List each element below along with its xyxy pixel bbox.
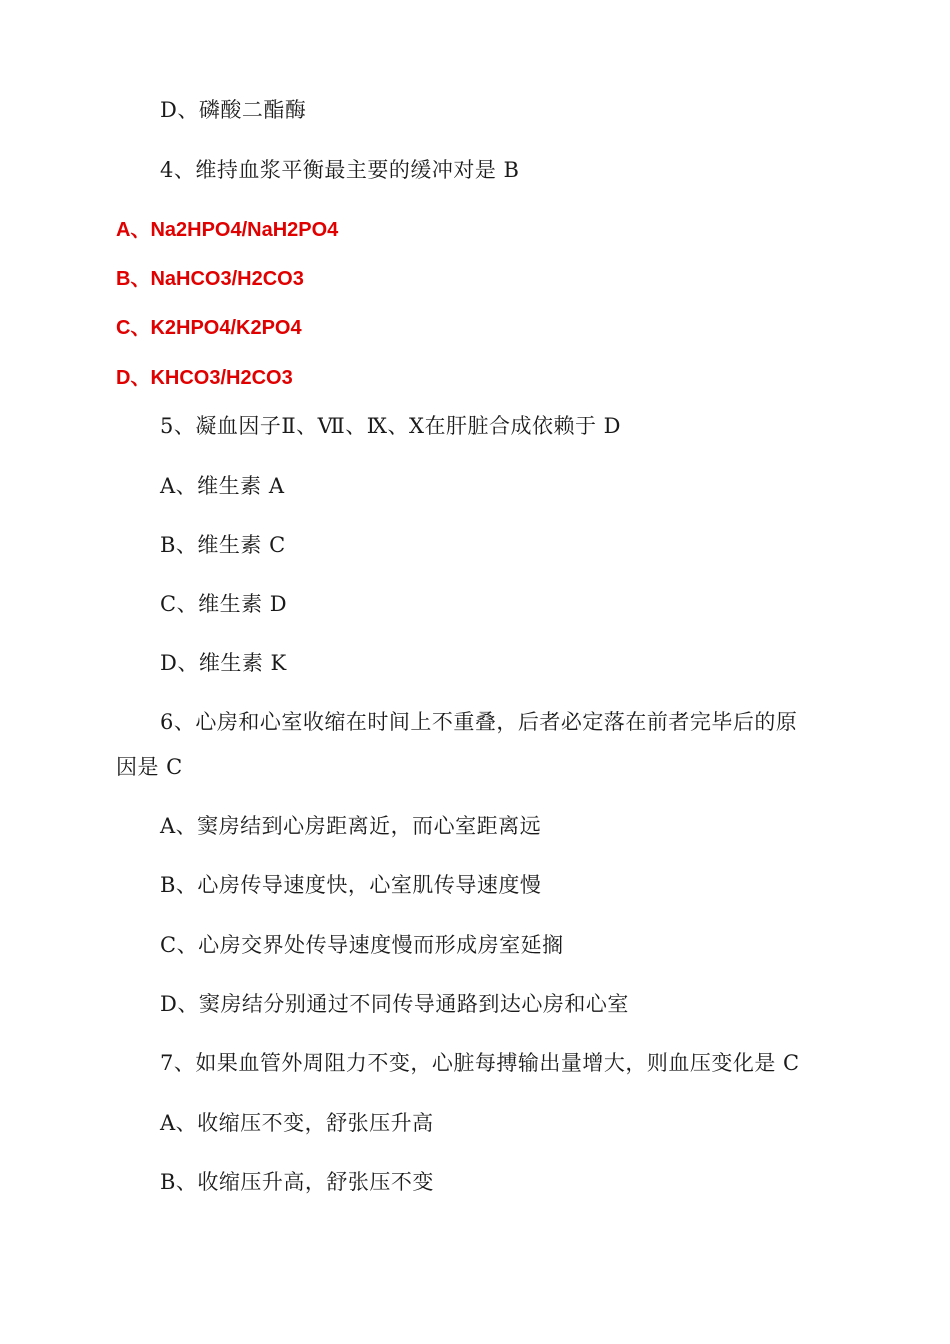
- question-6-cont: 因是 C: [116, 755, 183, 779]
- option-a-q4: A、Na2HPO4/NaH2PO4: [116, 219, 339, 241]
- option-a-q7: A、收缩压不变，舒张压升高: [160, 1111, 434, 1135]
- option-a-q5: A、维生素 A: [160, 474, 285, 498]
- question-6: 6、心房和心室收缩在时间上不重叠，后者必定落在前者完毕后的原: [160, 710, 798, 734]
- option-d-q6: D、窦房结分别通过不同传导通路到达心房和心室: [160, 992, 629, 1016]
- option-c-q4: C、K2HPO4/K2PO4: [116, 317, 302, 339]
- option-b-q7: B、收缩压升高，舒张压不变: [160, 1170, 434, 1194]
- option-b-q4: B、NaHCO3/H2CO3: [116, 268, 304, 290]
- option-d-q4: D、KHCO3/H2CO3: [116, 367, 293, 389]
- option-c-q6: C、心房交界处传导速度慢而形成房室延搁: [160, 933, 564, 957]
- option-b-q5: B、维生素 C: [160, 533, 286, 557]
- question-5: 5、凝血因子Ⅱ、Ⅶ、Ⅸ、Ⅹ在肝脏合成依赖于 D: [160, 414, 621, 438]
- option-d-q5: D、维生素 K: [160, 651, 287, 675]
- question-4: 4、维持血浆平衡最主要的缓冲对是 B: [160, 158, 520, 182]
- option-a-q6: A、窦房结到心房距离近，而心室距离远: [160, 814, 542, 838]
- option-c-q5: C、维生素 D: [160, 592, 288, 616]
- question-7: 7、如果血管外周阻力不变，心脏每搏输出量增大，则血压变化是 C: [160, 1051, 800, 1075]
- option-d-q3: D、磷酸二酯酶: [160, 98, 307, 122]
- option-b-q6: B、心房传导速度快，心室肌传导速度慢: [160, 873, 542, 897]
